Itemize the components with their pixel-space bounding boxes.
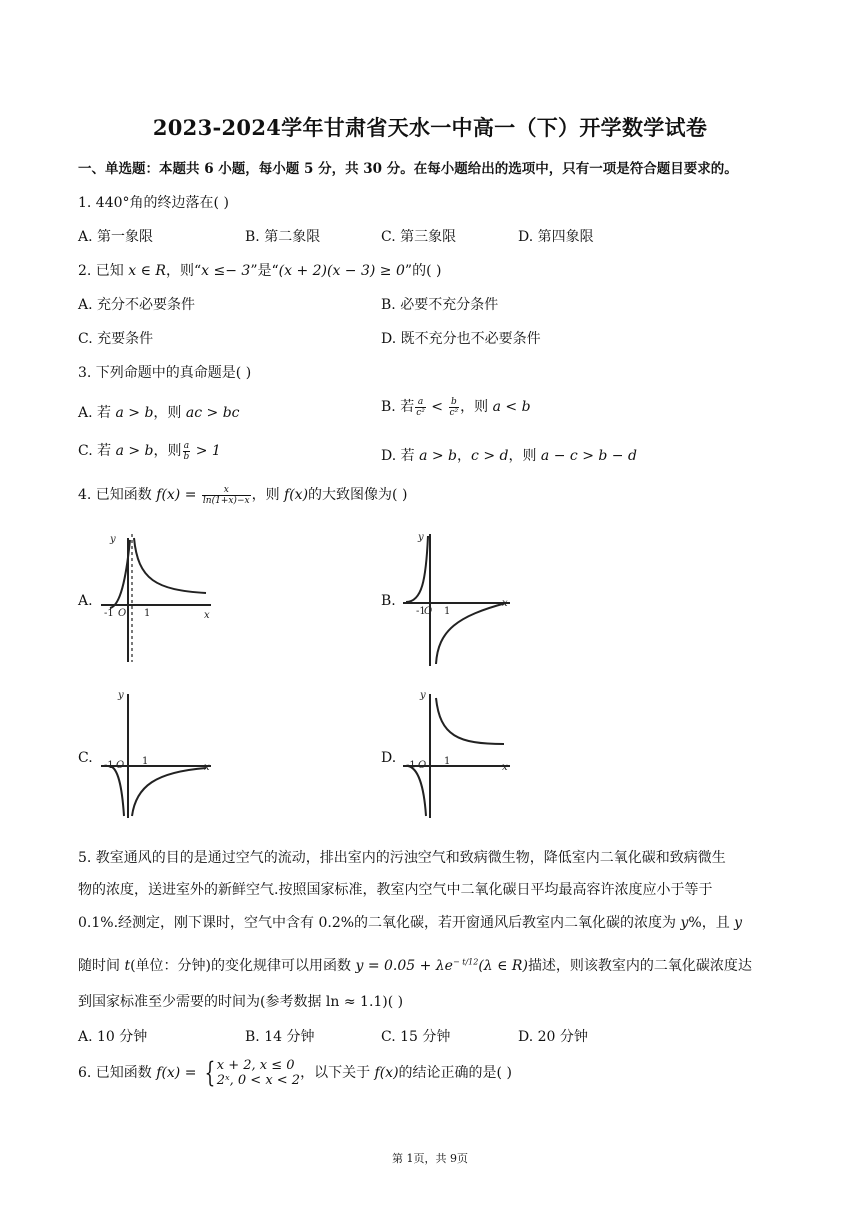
- q1-option-d: D. 第四象限: [518, 229, 594, 245]
- q5-l4-d: 描述，则该教室内的二氧化碳浓度达: [527, 958, 752, 974]
- graph-d-neg-tick-label: -1: [406, 760, 416, 771]
- question-3-stem: 3. 下列命题中的真命题是( ): [78, 365, 252, 381]
- q4-text-c: 的大致图像为( ): [308, 487, 408, 503]
- q5-l4-eq: y = 0.05 + λe: [355, 958, 453, 974]
- q4-frac-den: ln(1+x)−x: [202, 495, 250, 506]
- graph-d-curve-right: [436, 698, 504, 744]
- q2-option-b: B. 必要不充分条件: [381, 297, 499, 313]
- q3d-math-2: c > d: [471, 448, 509, 464]
- graph-c-one-tick-label: 1: [142, 756, 149, 767]
- q6-piece-2: 2ˣ, 0 < x < 2: [216, 1073, 301, 1088]
- graph-a: [96, 530, 216, 665]
- q3-option-c: [78, 440, 221, 462]
- q5-l4-a: 随时间: [78, 958, 125, 974]
- q3c-mid: ，则: [153, 443, 182, 459]
- q6-text-b: ，以下关于: [300, 1065, 375, 1081]
- q3b-mid: ，则: [460, 399, 493, 415]
- q3c-frac: [183, 441, 191, 462]
- graph-d-x-tick-label: x: [502, 762, 508, 773]
- q3c-frac-num: a: [183, 440, 190, 451]
- q5-l4-c: (λ ∈ R): [478, 958, 528, 974]
- q4-frac: [202, 485, 251, 506]
- question-6-stem: [78, 1058, 512, 1088]
- page-footer: 第 1页，共 9页: [392, 1152, 468, 1165]
- q3-option-d: [381, 445, 637, 465]
- question-4-stem: [78, 484, 407, 506]
- q2-text-a: 2. 已知: [78, 263, 129, 279]
- q1-option-b: B. 第二象限: [245, 229, 321, 245]
- graph-a-one-tick-label: 1: [144, 608, 151, 619]
- graph-a-neg-tick-label: -1: [104, 608, 114, 619]
- q2-option-a: A. 充分不必要条件: [78, 297, 196, 313]
- graph-b: [398, 530, 518, 668]
- q4-math-f2: f(x): [284, 487, 309, 503]
- q3b-frac-1-num: a: [415, 397, 426, 408]
- graph-b-y-tick-label: y: [418, 532, 424, 543]
- graph-d-y-tick-label: y: [420, 690, 426, 701]
- graph-d-label: D.: [381, 750, 397, 766]
- section-heading: 一、单选题：本题共 6 小题，每小题 5 分，共 30 分。在每小题给出的选项中，只有一项是符合题目要求的。: [78, 161, 738, 177]
- graph-c-y-tick-label: y: [118, 690, 124, 701]
- q3b-lt: <: [426, 399, 448, 415]
- q6-piece-1: x + 2, x ≤ 0: [216, 1058, 295, 1073]
- q3d-mid: ，则: [508, 448, 541, 464]
- graph-d-curve-left: [408, 766, 426, 816]
- q3b-frac-2: [449, 397, 460, 418]
- question-5-line-1: 5. 教室通风的目的是通过空气的流动，排出室内的污浊空气和致病微生物，降低室内二氧化碳和致病微生: [78, 850, 726, 866]
- q6-brace: {: [204, 1056, 216, 1089]
- q3b-frac-2-den: c²: [449, 407, 459, 418]
- graph-c-curve-left: [110, 766, 124, 816]
- graph-b-x-tick-label: x: [502, 598, 508, 609]
- q3a-math-2: ac > bc: [185, 405, 240, 421]
- q3d-pre: D. 若: [381, 448, 420, 464]
- q2-math-2: x ≤− 3: [201, 263, 251, 279]
- q2-text-b: ，则“: [165, 263, 202, 279]
- exam-title: 2023-2024学年甘肃省天水一中高一（下）开学数学试卷: [152, 115, 708, 140]
- q6-piecewise: [217, 1058, 300, 1088]
- q3b-frac-1-den: c²: [416, 407, 425, 418]
- graph-b-origin-tick-label: O: [424, 606, 433, 617]
- q5-option-c: C. 15 分钟: [381, 1029, 451, 1045]
- graph-a-y-tick-label: y: [110, 534, 116, 545]
- graph-b-neg-tick-label: -1: [416, 606, 426, 617]
- q3c-math-1: a > b: [115, 443, 154, 459]
- q1-option-c: C. 第三象限: [381, 229, 457, 245]
- graph-d: [398, 686, 518, 821]
- graph-c-neg-tick-label: -1: [104, 760, 114, 771]
- q5-l3-b: %，且: [688, 915, 735, 931]
- q6-text-a: 6. 已知函数: [78, 1065, 157, 1081]
- q6-math-f2: f(x): [374, 1065, 399, 1081]
- q5-option-d: D. 20 分钟: [518, 1029, 588, 1045]
- q3b-math: a < b: [492, 399, 531, 415]
- graph-a-label: A.: [78, 593, 93, 609]
- q6-text-c: 的结论正确的是( ): [398, 1065, 512, 1081]
- question-1-stem: 1. 440°角的终边落在( ): [78, 195, 229, 211]
- q3d-math-3: a − c > b − d: [540, 448, 637, 464]
- question-5-line-4: [78, 955, 752, 975]
- graph-c-label: C.: [78, 750, 93, 766]
- q5-l3-y2: y: [734, 915, 743, 931]
- q2-math-1: x ∈ R: [128, 263, 166, 279]
- q1-option-a: A. 第一象限: [78, 229, 154, 245]
- q3b-frac-1: [415, 397, 426, 418]
- q5-l4-b: (单位：分钟)的变化规律可以用函数: [130, 958, 356, 974]
- q5-l4-t: t: [124, 958, 131, 974]
- q3b-frac-2-num: b: [449, 397, 460, 408]
- q2-math-3: (x + 2)(x − 3) ≥ 0: [278, 263, 405, 279]
- q4-text-b: ，则: [251, 487, 285, 503]
- q3c-pre: C. 若: [78, 443, 116, 459]
- q5-option-a: A. 10 分钟: [78, 1029, 148, 1045]
- q2-text-f: ”的( ): [404, 263, 442, 279]
- q2-text-d: ”是“: [250, 263, 279, 279]
- graph-c-origin-tick-label: O: [116, 760, 125, 771]
- q6-math-f: f(x) =: [156, 1065, 201, 1081]
- graph-c: [96, 686, 216, 821]
- q4-frac-num: x: [202, 485, 251, 496]
- question-5-line-3: [78, 912, 742, 932]
- q3a-mid: ，则: [153, 405, 186, 421]
- q5-l3-y: y: [680, 915, 689, 931]
- question-5-line-5: 到国家标准至少需要的时间为(参考数据 ln ≈ 1.1)( ): [78, 994, 404, 1010]
- q3c-frac-den: b: [183, 451, 190, 462]
- question-2-stem: [78, 260, 441, 280]
- q3-option-b: [381, 396, 531, 418]
- q4-math-f: f(x) =: [156, 487, 201, 503]
- q5-l3-a: 0.1%.经测定，刚下课时，空气中含有 0.2%的二氧化碳，若开窗通风后教室内二氧化碳的浓度为: [78, 915, 681, 931]
- q3a-math-1: a > b: [115, 405, 154, 421]
- q2-option-c: C. 充要条件: [78, 331, 154, 347]
- q4-text-a: 4. 已知函数: [78, 487, 157, 503]
- q3d-sep: ，: [457, 448, 472, 464]
- q5-l4-exp: − t/12: [452, 957, 479, 967]
- graph-b-one-tick-label: 1: [444, 606, 451, 617]
- graph-a-origin-tick-label: O: [118, 608, 127, 619]
- graph-a-x-tick-label: x: [204, 610, 210, 621]
- graph-d-origin-tick-label: O: [418, 760, 427, 771]
- graph-b-label: B.: [381, 593, 396, 609]
- q2-option-d: D. 既不充分也不必要条件: [381, 331, 541, 347]
- q3-option-a: [78, 402, 240, 422]
- graph-a-curve-right: [134, 538, 206, 593]
- q3d-math-1: a > b: [419, 448, 458, 464]
- q3a-pre: A. 若: [78, 405, 116, 421]
- question-5-line-2: 物的浓度，送进室外的新鲜空气.按照国家标准，教室内空气中二氧化碳日平均最高容许浓度应小于等于: [78, 882, 713, 898]
- q5-option-b: B. 14 分钟: [245, 1029, 315, 1045]
- q3b-pre: B. 若: [381, 399, 415, 415]
- graph-c-x-tick-label: x: [204, 762, 210, 773]
- graph-d-one-tick-label: 1: [444, 756, 451, 767]
- graph-c-curve-right: [132, 768, 206, 816]
- graph-b-curve-left: [406, 536, 428, 602]
- q3c-math-2: > 1: [191, 443, 221, 459]
